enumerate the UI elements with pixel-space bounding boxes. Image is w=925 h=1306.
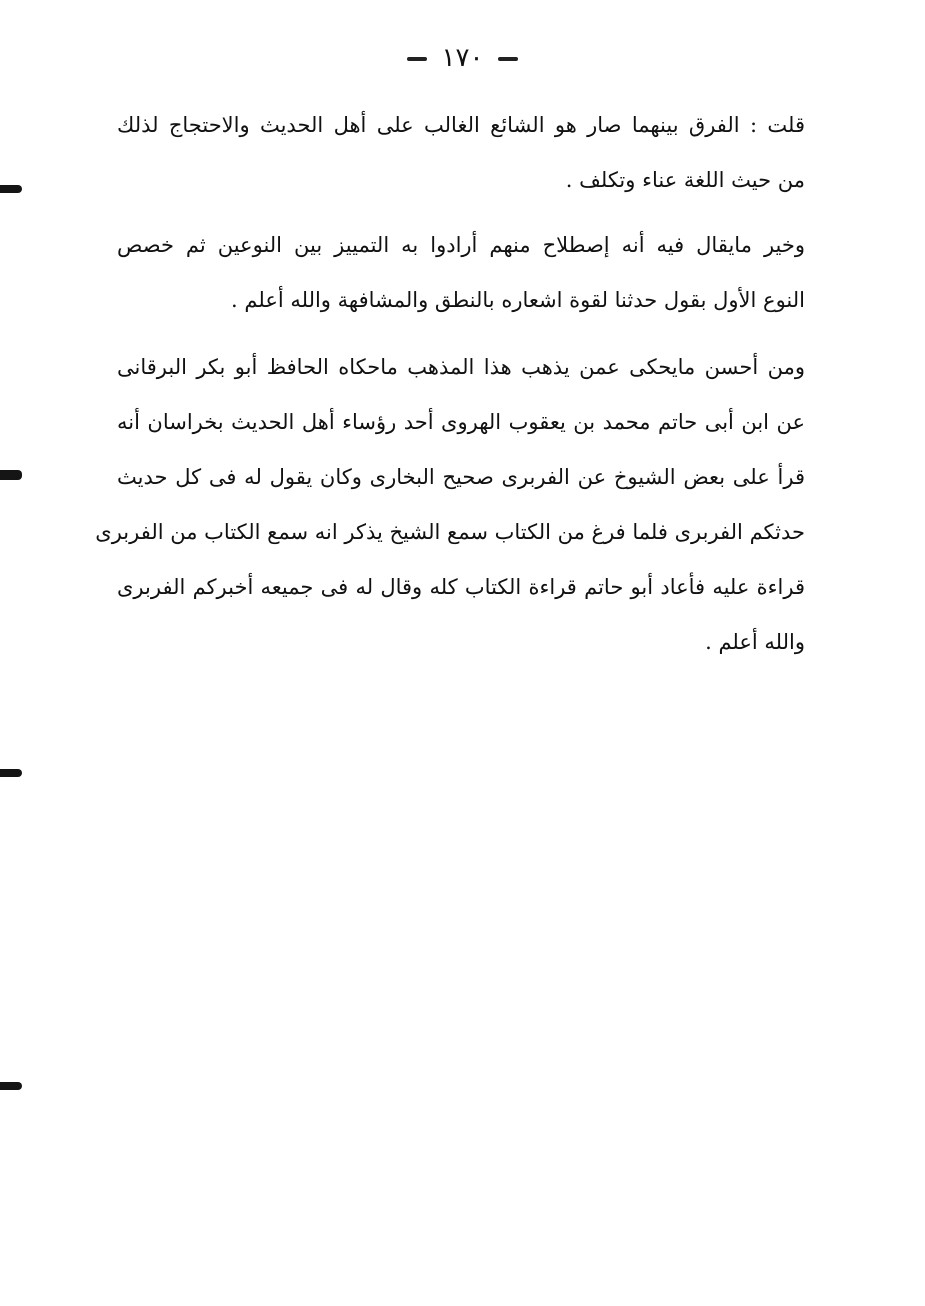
paragraph-line: النوع الأول بقول حدثنا لقوة اشعاره بالنطق والمشافهة والله أعلم . (231, 288, 805, 312)
paragraph-line: عن ابن أبى حاتم محمد بن يعقوب الهروى أحد رؤساء أهل الحديث بخراسان أنه (117, 410, 805, 434)
page-header (0, 38, 925, 78)
page-number: ١٧٠ (441, 43, 484, 73)
paragraph-line: قراءة عليه فأعاد أبو حاتم قراءة الكتاب كله وقال له فى جميعه أخبركم الفربرى (117, 575, 805, 599)
binding-mark (0, 769, 22, 777)
header-ornament-right (498, 57, 518, 61)
paragraph-line: وخير مايقال فيه أنه إصطلاح منهم أرادوا به التمييز بين النوعين ثم خصص (117, 233, 805, 257)
binding-mark (0, 185, 22, 193)
header-ornament-left (407, 57, 427, 61)
paragraph-line: من حيث اللغة عناء وتكلف . (565, 168, 805, 192)
paragraph-line: حدثكم الفربرى فلما فرغ من الكتاب سمع الشيخ يذكر انه سمع الكتاب من الفربرى (95, 520, 805, 544)
binding-mark (0, 1082, 22, 1090)
paragraph-1 (117, 98, 805, 208)
paragraph-2 (117, 218, 805, 328)
paragraph-line: قرأ على بعض الشيوخ عن الفربرى صحيح البخارى وكان يقول له فى كل حديث (117, 465, 805, 489)
paragraph-line: ومن أحسن مايحكى عمن يذهب هذا المذهب ماحكاه الحافظ أبو بكر البرقانى (117, 355, 805, 379)
paragraph-3 (95, 340, 805, 670)
paragraph-line: قلت : الفرق بينهما صار هو الشائع الغالب على أهل الحديث والاحتجاج لذلك (117, 113, 805, 137)
binding-mark (0, 470, 22, 480)
paragraph-line: والله أعلم . (705, 630, 805, 654)
